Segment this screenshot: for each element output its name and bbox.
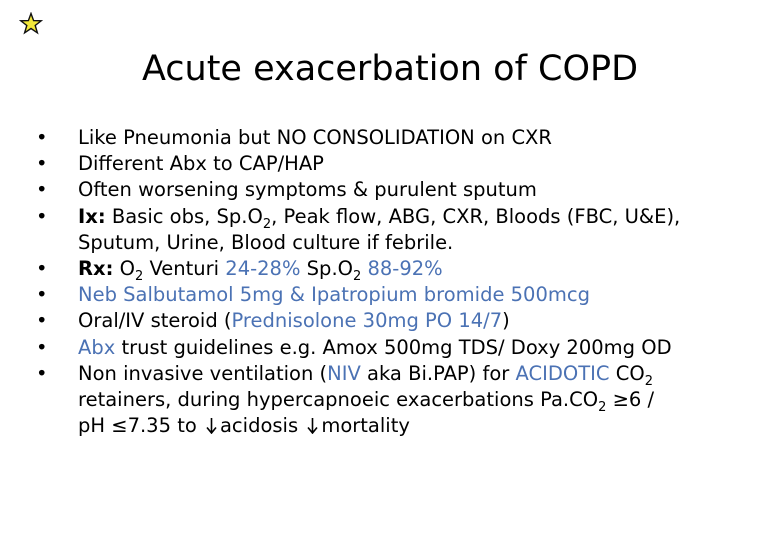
bullet-text: Different Abx to CAP/HAP (78, 152, 324, 176)
rx-highlight: 88-92% (361, 257, 443, 281)
rx-highlight: 24-28% (225, 257, 301, 281)
niv-text: aka Bi.PAP) for (360, 361, 516, 385)
ix-text: Basic obs, Sp.O (105, 204, 263, 228)
bullet-icon: • (36, 361, 48, 385)
niv-highlight: ACIDOTIC (515, 361, 610, 385)
slide-title: Acute exacerbation of COPD (141, 49, 639, 89)
bullet-item-steroid (36, 308, 766, 334)
bullet-item-treatment (36, 256, 766, 285)
rx-label: Rx: (78, 257, 114, 281)
ix-text: Sputum, Urine, Blood culture if febrile. (78, 230, 454, 254)
bullet-text: Like Pneumonia but NO CONSOLIDATION on CXR (78, 126, 552, 149)
niv-text: retainers, during hypercapnoeic exacerbations Pa.CO (78, 388, 599, 412)
bullet-item-antibiotics (36, 335, 766, 361)
arrow-down-icon (206, 418, 217, 434)
bullet-icon: • (36, 204, 48, 228)
steroid-text: Oral/IV steroid ( (78, 309, 232, 333)
bullet-icon: • (36, 152, 48, 176)
rx-subscript: 2 (134, 269, 144, 285)
bullet-list (36, 125, 766, 439)
bullet-icon: • (36, 178, 48, 202)
niv-text: ≥6 / (606, 388, 655, 412)
bullet-icon: • (36, 309, 48, 333)
bullet-item-investigations (36, 204, 766, 256)
rx-text: O (113, 257, 135, 281)
niv-text: pH ≤7.35 to (78, 414, 197, 438)
abx-highlight: Abx (78, 335, 116, 359)
abx-text: trust guidelines e.g. Amox 500mg TDS/ Doxy 200mg OD (115, 335, 672, 359)
steroid-text: ) (502, 309, 510, 333)
niv-subscript: 2 (644, 373, 653, 389)
niv-text: mortality (321, 414, 410, 438)
niv-text: Non invasive ventilation ( (78, 361, 328, 385)
bullet-icon: • (36, 257, 48, 281)
bullet-text: Neb Salbutamol 5mg & Ipatropium bromide 500mcg (78, 283, 590, 307)
ix-text: , Peak flow, ABG, CXR, Bloods (FBC, U&E), (271, 204, 681, 228)
bullet-item-pneumonia (36, 125, 766, 151)
ix-label: Ix: (78, 204, 106, 228)
bullet-icon: • (36, 335, 48, 359)
star-icon (19, 12, 43, 36)
bullet-icon: • (36, 283, 48, 307)
niv-text: acidosis (219, 414, 299, 438)
niv-highlight: NIV (327, 361, 361, 385)
bullet-item-nebs (36, 282, 766, 308)
bullet-icon: • (36, 126, 48, 149)
niv-subscript: 2 (598, 400, 607, 416)
niv-text: CO (609, 361, 645, 385)
steroid-highlight: Prednisolone 30mg PO 14/7 (231, 309, 503, 333)
bullet-text: Often worsening symptoms & purulent sputum (78, 178, 537, 202)
ix-subscript: 2 (262, 216, 272, 232)
rx-text: Sp.O (300, 257, 353, 281)
bullet-item-symptoms (36, 177, 766, 203)
bullet-item-abx (36, 151, 766, 177)
rx-text: Venturi (143, 257, 226, 281)
rx-subscript: 2 (353, 269, 362, 285)
bullet-item-niv (36, 361, 766, 440)
arrow-down-icon (307, 418, 318, 434)
